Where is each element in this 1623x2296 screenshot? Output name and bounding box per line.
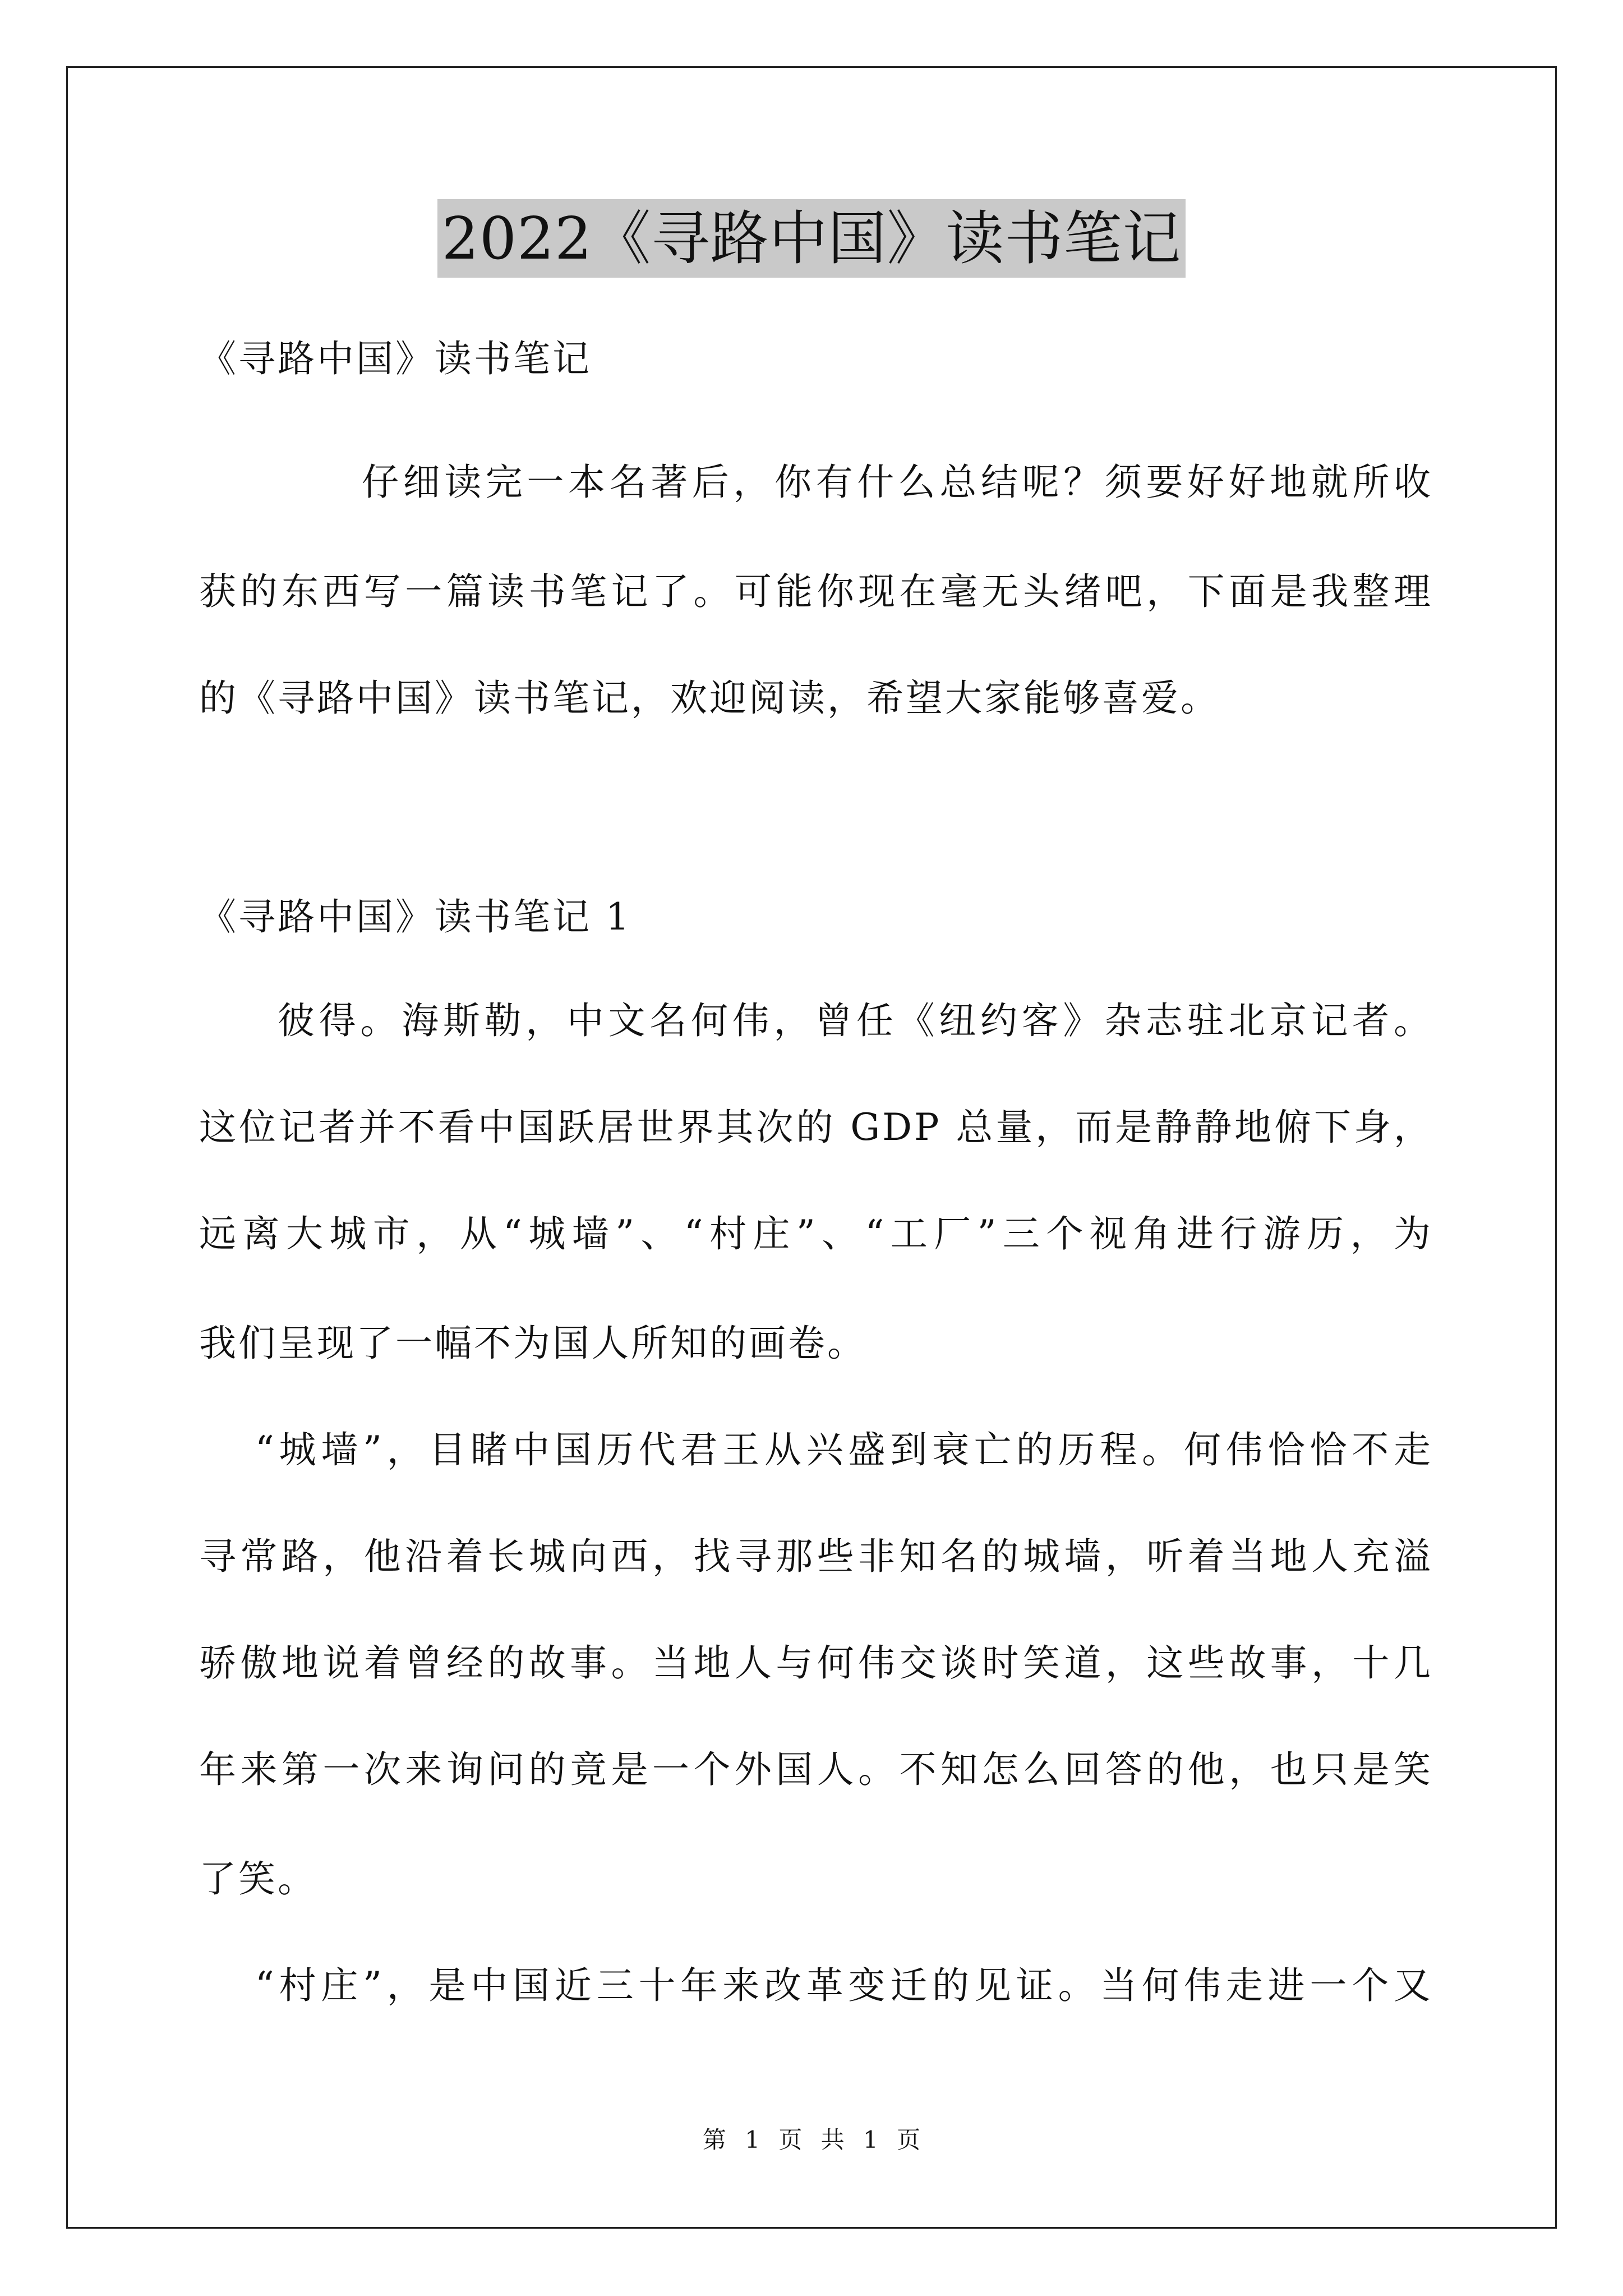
para1-line-4: 我们呈现了一幅不为国人所知的画卷。 <box>199 1322 866 1365</box>
para2-line-3: 骄傲地说着曾经的故事。当地人与何伟交谈时笑道，这些故事，十几 <box>199 1641 1433 1685</box>
section-heading: 《寻路中国》读书笔记 1 <box>199 895 631 938</box>
para2-line-4: 年来第一次来询问的竟是一个外国人。不知怎么回答的他，也只是笑 <box>199 1748 1433 1791</box>
subtitle: 《寻路中国》读书笔记 <box>199 337 592 380</box>
intro-line-1: 仔细读完一本名著后，你有什么总结呢？须要好好地就所收 <box>362 461 1433 504</box>
intro-line-3: 的《寻路中国》读书笔记，欢迎阅读，希望大家能够喜爱。 <box>199 677 1220 720</box>
para1-line-3: 远离大城市，从“城墙”、“村庄”、“工厂”三个视角进行游历，为 <box>199 1212 1433 1255</box>
para2-line-1: “城墙”，目睹中国历代君王从兴盛到衰亡的历程。何伟恰恰不走 <box>255 1428 1433 1471</box>
document-title: 2022《寻路中国》读书笔记 <box>437 199 1186 278</box>
para2-line-5: 了笑。 <box>199 1857 317 1901</box>
para1-line-2: 这位记者并不看中国跃居世界其次的 GDP 总量，而是静静地俯下身， <box>199 1106 1433 1149</box>
title-wrapper <box>0 199 1623 278</box>
page-footer: 第 1 页 共 1 页 <box>702 2126 921 2154</box>
para2-line-2: 寻常路，他沿着长城向西，找寻那些非知名的城墙，听着当地人充溢 <box>199 1535 1433 1578</box>
intro-line-2: 获的东西写一篇读书笔记了。可能你现在毫无头绪吧，下面是我整理 <box>199 570 1433 613</box>
para1-line-1: 彼得。海斯勒，中文名何伟，曾任《纽约客》杂志驻北京记者。 <box>278 999 1433 1042</box>
para3-line-1: “村庄”，是中国近三十年来改革变迁的见证。当何伟走进一个又 <box>255 1964 1433 2007</box>
